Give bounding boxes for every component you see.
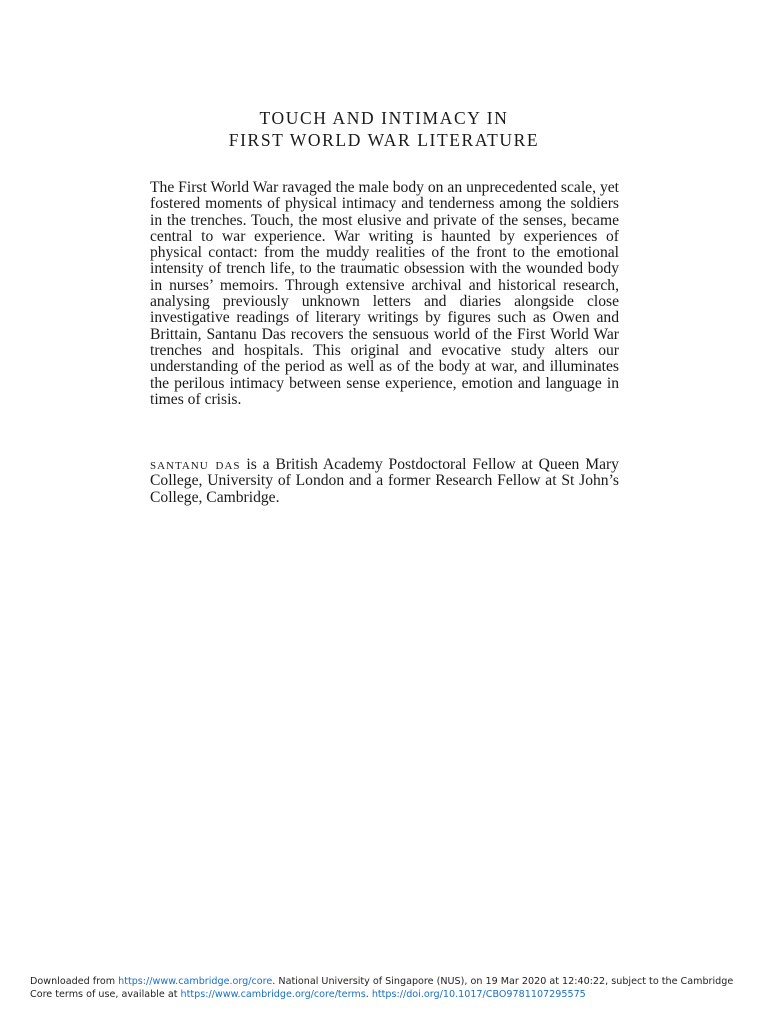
book-title xyxy=(0,107,768,151)
doi-link[interactable]: https://doi.org/10.1017/CBO9781107295575 xyxy=(371,989,586,1000)
terms-link[interactable]: https://www.cambridge.org/core/terms xyxy=(180,989,366,1000)
author-bio xyxy=(150,457,619,506)
download-notice-separator: . xyxy=(365,989,372,1000)
download-notice xyxy=(30,975,750,1001)
author-bio-text: is a British Academy Postdoctoral Fellow at Queen Mary College, University of London and a former Research Fellow at St John’s College, Cambridge. xyxy=(150,456,619,506)
download-notice-middle: . National University of Singapore (NUS), on 19 Mar 2020 at 12:40:22, subject to the Cambridge Core terms of use, available at xyxy=(30,976,734,1000)
author-name: santanu das xyxy=(150,456,241,473)
book-title-line-1: TOUCH AND INTIMACY IN xyxy=(259,107,509,128)
book-title-line-2: FIRST WORLD WAR LITERATURE xyxy=(228,129,540,150)
download-notice-prefix: Downloaded from xyxy=(30,976,119,987)
book-description: The First World War ravaged the male body on an unprecedented scale, yet fostered moments of physical intimacy and tenderness among the soldiers in the trenches. Touch, the most elusive and private of the senses, became central to war experience. War writing is haunted by experiences of physical contact: from the muddy realities of the front to the emotional intensity of trench life, to the traumatic obsession with the wounded body in nurses’ memoirs. Through extensive archival and historical research, analysing previously unknown letters and diaries alongside close investigative readings of literary writings by figures such as Owen and Brittain, Santanu Das recovers the sensuous world of the First World War trenches and hospitals. This original and evocative study alters our understanding of the period as well as of the body at war, and illuminates the perilous intimacy between sense experience, emotion and language in times of crisis. xyxy=(150,179,619,408)
cambridge-core-link[interactable]: https://www.cambridge.org/core xyxy=(118,976,273,987)
